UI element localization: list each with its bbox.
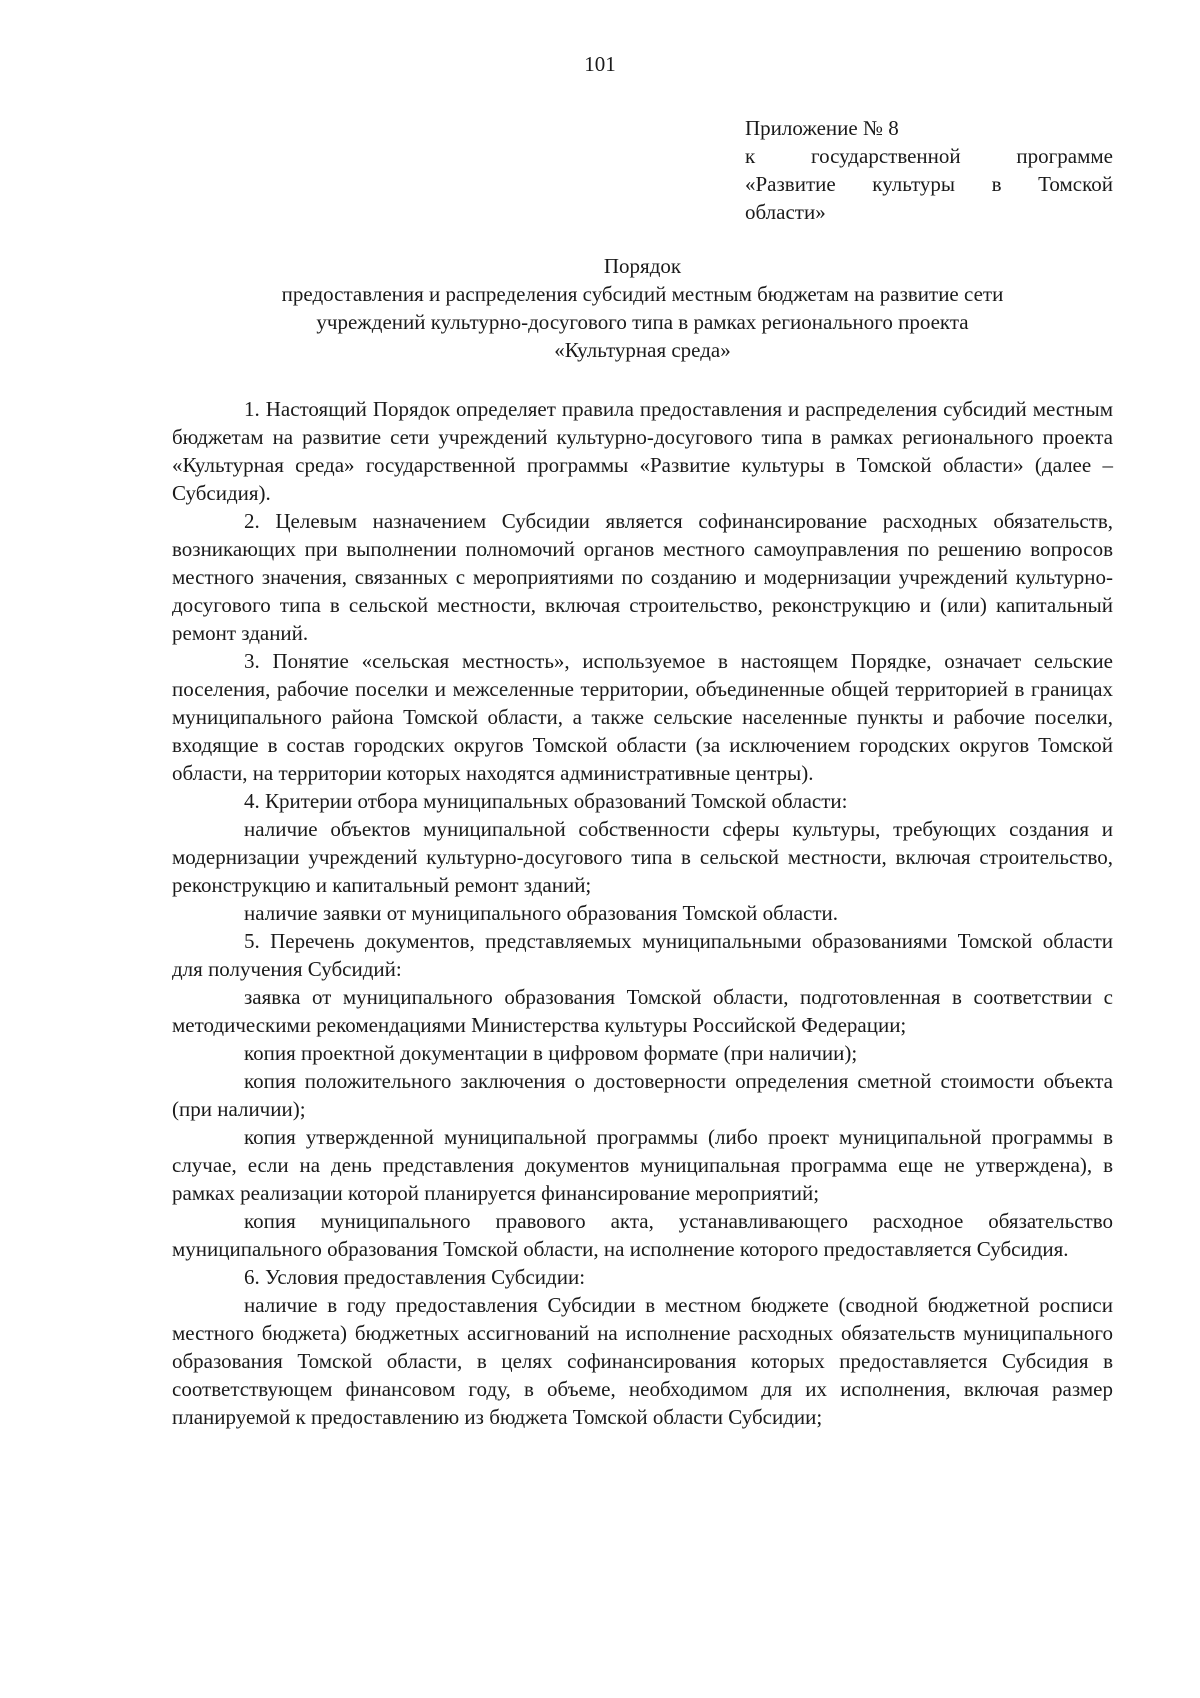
paragraph-5: 5. Перечень документов, представляемых муниципальными образованиями Томской области для получения Субсидий: [172,929,1113,981]
paragraph-5-item-4: копия утвержденной муниципальной программы (либо проект муниципальной программы в случае, если на день представления документов муниципальная программа еще не утверждена), в рамках реализации которой планируется финансирование мероприятий; [172,1125,1113,1205]
paragraph-5-item-1: заявка от муниципального образования Томской области, подготовленная в соответствии с методическими рекомендациями Министерства культуры Российской Федерации; [172,985,1113,1037]
document-title [172,252,1113,364]
annex-line-3: «Развитие культуры в Томской [745,172,1113,196]
title-line-4: «Культурная среда» [554,338,731,362]
annex-line-4: области» [745,200,826,224]
paragraph-6-item-1: наличие в году предоставления Субсидии в местном бюджете (сводной бюджетной росписи местного бюджета) бюджетных ассигнований на исполнение расходных обязательств муниципального образования Томской области, в целях софинансирования которых предоставляется Субсидия в соответствующем финансовом году, в объеме, необходимом для их исполнения, включая размер планируемой к предоставлению из бюджета Томской области Субсидии; [172,1293,1113,1429]
title-line-2: предоставления и распределения субсидий местным бюджетам на развитие сети [281,282,1004,306]
paragraph-4-item-1: наличие объектов муниципальной собственности сферы культуры, требующих создания и модернизации учреждений культурно-досугового типа в сельской местности, включая строительство, реконструкцию и капитальный ремонт зданий; [172,817,1113,897]
document-body [172,395,1113,1431]
title-line-3: учреждений культурно-досугового типа в рамках регионального проекта [316,310,969,334]
paragraph-5-item-2: копия проектной документации в цифровом формате (при наличии); [244,1041,858,1065]
paragraph-2: 2. Целевым назначением Субсидии является софинансирование расходных обязательств, возникающих при выполнении полномочий органов местного самоуправления по решению вопросов местного значения, связанных с мероприятиями по созданию и модернизации учреждений культурно-досугового типа в сельской местности, включая строительство, реконструкцию и (или) капитальный ремонт зданий. [172,509,1113,645]
paragraph-5-item-3: копия положительного заключения о достоверности определения сметной стоимости объекта (при наличии); [172,1069,1113,1121]
annex-header [745,114,1113,226]
paragraph-5-item-5: копия муниципального правового акта, устанавливающего расходное обязательство муниципального образования Томской области, на исполнение которого предоставляется Субсидия. [172,1209,1113,1261]
paragraph-6: 6. Условия предоставления Субсидии: [244,1265,586,1289]
annex-line-1: Приложение № 8 [745,116,899,140]
paragraph-1: 1. Настоящий Порядок определяет правила предоставления и распределения субсидий местным бюджетам на развитие сети учреждений культурно-досугового типа в рамках регионального проекта «Культурная среда» государственной программы «Развитие культуры в Томской области» (далее – Субсидия). [172,397,1113,505]
paragraph-4: 4. Критерии отбора муниципальных образований Томской области: [244,789,848,813]
paragraph-3: 3. Понятие «сельская местность», используемое в настоящем Порядке, означает сельские поселения, рабочие поселки и межселенные территории, объединенные общей территорией в границах муниципального района Томской области, а также сельские населенные пункты и рабочие поселки, входящие в состав городских округов Томской области (за исключением городских округов Томской области, на территории которых находятся административные центры). [172,649,1113,785]
paragraph-4-item-2: наличие заявки от муниципального образования Томской области. [244,901,839,925]
annex-line-2: к государственной программе [745,144,1113,168]
title-line-1: Порядок [603,254,682,278]
page-number: 101 [584,52,616,76]
